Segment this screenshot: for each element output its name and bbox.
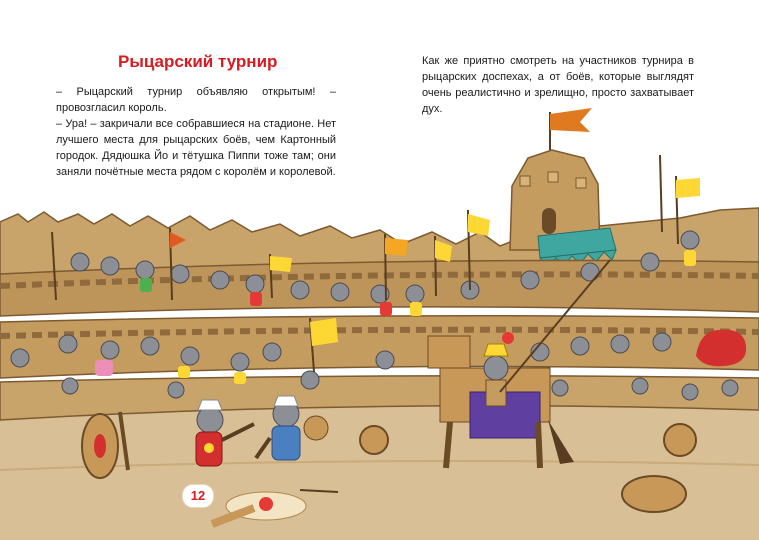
page-number: 12 bbox=[182, 484, 214, 508]
page-title: Рыцарский турнир bbox=[118, 52, 278, 71]
castle-tower bbox=[510, 108, 600, 250]
left-text-column bbox=[56, 84, 336, 180]
paragraph: Как же приятно смотреть на участников турнира в рыцарских доспехах, а от боёв, которые выглядят очень реалистично и зрелищно, просто захватывает дух. bbox=[422, 55, 694, 115]
paragraph: – Рыцарский турнир объявляю открытым! – провозгласил король. bbox=[56, 86, 336, 114]
paragraph: – Ура! – закричали все собравшиеся на стадионе. Нет лучшего места для рыцарских боёв, чем Картонный городок. Дядюшка Йо и тётушка Пиппи тоже там; они заняли почётные места рядом с королём и королевой. bbox=[56, 118, 336, 178]
right-text-column bbox=[422, 53, 694, 117]
